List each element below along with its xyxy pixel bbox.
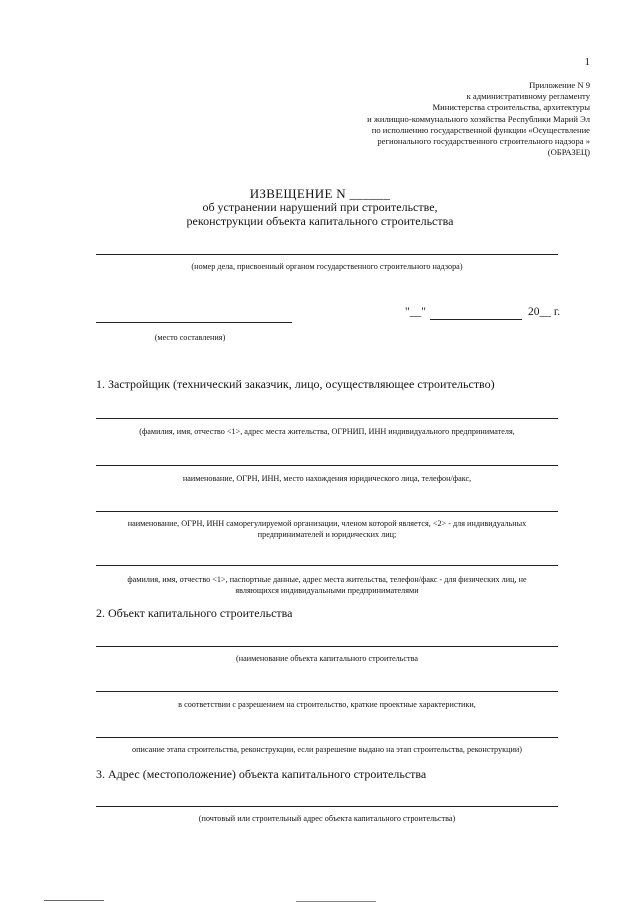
section-2-caption-2: в соответствии с разрешением на строительство, краткие проектные характеристики, xyxy=(178,700,476,709)
appendix-line: (ОБРАЗЕЦ) xyxy=(547,147,590,158)
section-1-heading: 1. Застройщик (технический заказчик, лицо, осуществляющее строительство) xyxy=(96,377,495,391)
section-3-line-1 xyxy=(96,806,558,807)
section-1-caption-3 xyxy=(90,519,564,540)
footnote-rule xyxy=(44,900,104,901)
appendix-line: Приложение N 9 xyxy=(529,80,590,90)
caption-line: наименование, ОГРН, ИНН саморегулируемой организации, членом которой является, <2> - для индивидуальных xyxy=(127,519,527,528)
place-line xyxy=(96,322,292,323)
appendix-header xyxy=(250,80,590,158)
page-number: 1 xyxy=(584,56,590,68)
document-title: ИЗВЕЩЕНИЕ N ______ xyxy=(249,186,391,201)
caption-line: фамилия, имя, отчество <1>, паспортные данные, адрес места жительства, телефон/факс - для физических лиц, не xyxy=(127,575,527,584)
section-1-caption-4 xyxy=(90,575,564,596)
subtitle-line: реконструкции объекта капитального строительства xyxy=(186,214,454,228)
caption-line: являющихся индивидуальными предпринимателями xyxy=(235,585,419,595)
place-caption: (место составления) xyxy=(154,333,226,342)
section-3-caption-1: (почтовый или строительный адрес объекта капитального строительства) xyxy=(198,814,456,823)
section-1-line-2 xyxy=(96,465,558,466)
section-1-line-3 xyxy=(96,511,558,512)
section-3-heading: 3. Адрес (местоположение) объекта капитального строительства xyxy=(96,767,427,781)
date-year: 20__ г. xyxy=(528,306,561,318)
section-1-line-4 xyxy=(96,565,558,566)
case-number-caption: (номер дела, присвоенный органом государственного строительного надзора) xyxy=(191,262,463,271)
section-2-caption-3: описание этапа строительства, реконструкции, если разрешение выдано на этап строительства, реконструкции) xyxy=(131,745,522,754)
section-2-line-3 xyxy=(96,737,558,738)
caption-line: предпринимателей и юридических лиц; xyxy=(257,529,397,539)
date-day: "__" xyxy=(405,306,426,318)
section-1-caption-2: наименование, ОГРН, ИНН, место нахождения юридического лица, телефон/факс, xyxy=(182,474,472,483)
footnote-rule xyxy=(296,901,376,902)
subtitle-line: об устранении нарушений при строительстве, xyxy=(202,200,438,214)
section-1-caption-1: (фамилия, имя, отчество <1>, адрес места жительства, ОГРНИП, ИНН индивидуального предпринимателя, xyxy=(139,427,515,436)
document-subtitle xyxy=(0,200,640,228)
section-2-line-2 xyxy=(96,691,558,692)
section-2-line-1 xyxy=(96,646,558,647)
appendix-line: и жилищно-коммунального хозяйства Республики Марий Эл xyxy=(367,113,590,124)
appendix-line: по исполнению государственной функции «Осуществление xyxy=(371,124,590,135)
appendix-line: Министерства строительства, архитектуры xyxy=(432,102,590,113)
section-1-line-1 xyxy=(96,418,558,419)
appendix-line: регионального государственного строительного надзора » xyxy=(377,136,590,147)
section-2-caption-1: (наименование объекта капитального строительства xyxy=(235,654,419,663)
section-2-heading: 2. Объект капитального строительства xyxy=(96,606,293,620)
appendix-line: к административному регламенту xyxy=(466,91,590,102)
date-month-line xyxy=(430,319,522,320)
case-number-line xyxy=(96,254,558,255)
